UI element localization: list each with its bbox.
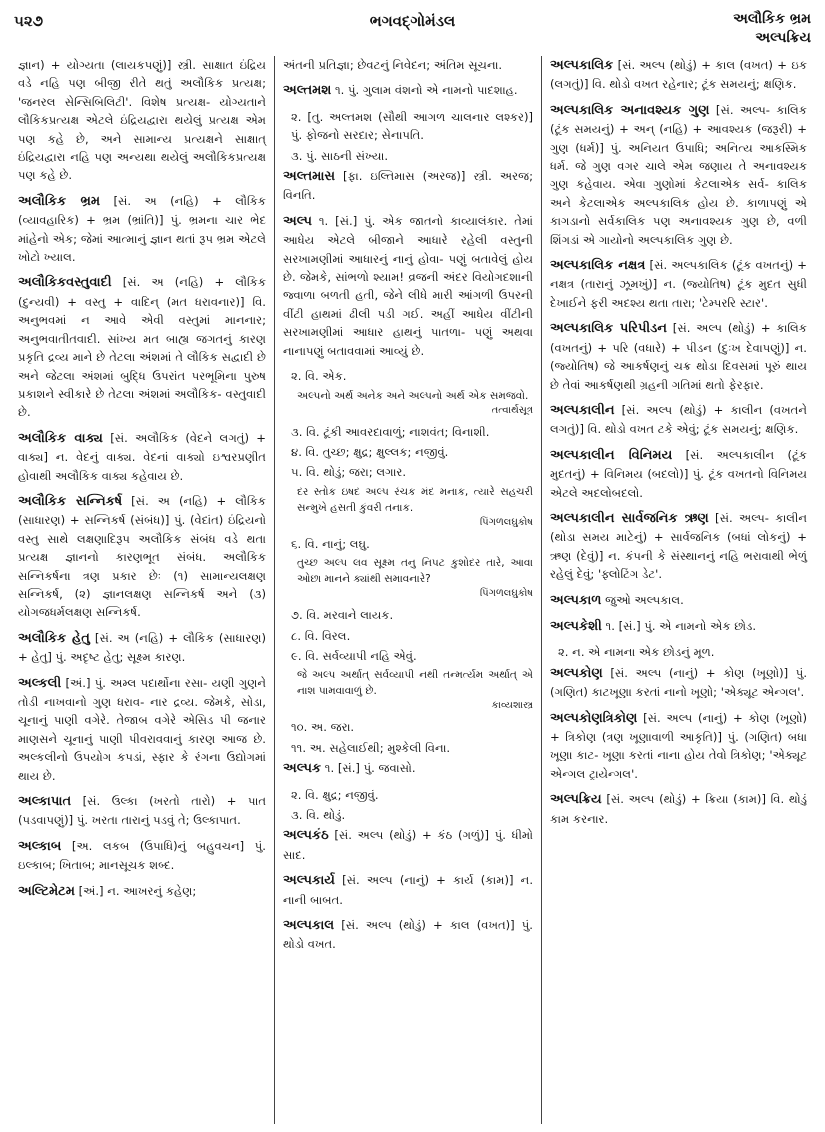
sense (283, 718, 533, 736)
definition: ૩. પું. સાઠની સંખ્યા. (291, 148, 389, 163)
columns (10, 56, 815, 1124)
headword: અલ્કાપાત (18, 794, 72, 810)
definition: [ફા. ઇલ્તિમાસ (અરજ)] સ્ત્રી. અરજ; વિનતિ. (283, 169, 534, 203)
column-3 (542, 56, 815, 1124)
definition: [સં. અલ્પકાલીન (ટૂંક મુદતનું) + વિનિમય (બદલો)] પું. ટૂંક વખતનો વિનિમય એટલે અદલોબદલો. (550, 447, 807, 500)
dictionary-entry (18, 674, 266, 785)
definition: ૮. વિ. વિરલ. (291, 628, 351, 643)
headword: અલૌકિક ભ્રમ (18, 193, 101, 209)
definition: ૧૦. અ. જરા. (291, 720, 355, 735)
headword: અલ્પકાલિક (550, 58, 614, 73)
citation-source: તત્વાર્થસૂત્ર (491, 404, 533, 416)
headword: અલ્પકાલીન વિનિમય (550, 447, 673, 463)
page-number: ૫૨૭ (14, 12, 44, 30)
dictionary-entry (283, 916, 533, 954)
definition: ૫. વિ. થોડું; જરા; લગાર. (291, 465, 407, 480)
sense (283, 423, 533, 441)
definition: [સં. અ (નહિ) + લૌકિક (દુન્યવી) + વસ્તુ + વાદિન્ (મત ધરાવનાર)] વિ. અનુભવમાં ન આવે એવી વસ્તુમાં માનનાર; અનુભવાતીતવાદી. સાંખ્ય મત બાહ્ય જગતનું કારણ પ્રકૃતિ દ્રવ્ય માને છે તેટલા અંશમાં તે લૌકિક સદ્વાદી છે અને જેટલા અંશમાં બુદ્ધિ ઉપરાંત પરભૂમિના પુરુષ પ્રકાશને સ્વીકારે છે તેટલા અંશમાં અલૌકિક- વસ્તુવાદી છે. (18, 275, 267, 420)
dictionary-entry (550, 509, 807, 584)
sense (283, 739, 533, 757)
definition: દર સ્તોક ઇષદ અલ્પ રંચક મંદ મનાક, ત્યારે સહચરી સન્મુખે હસતી કુંવરી તનાક. (297, 485, 533, 514)
citation (283, 667, 533, 713)
sense (283, 535, 533, 553)
sense (283, 647, 533, 665)
sense (283, 443, 533, 461)
definition: [સં. અલ્પ (થોડું) + કાલ (વખત) + ઇક (લગતું)] વિ. થોડો વખત રહેનાર; ટૂંક સમયનું; ક્ષણિક. (550, 58, 807, 92)
dictionary-entry (283, 212, 533, 360)
definition: ૨. વિ. ક્ષુદ્ર; નજીવું. (291, 787, 379, 802)
dictionary-entry (18, 882, 266, 901)
dictionary-entry (283, 167, 533, 205)
headword: અલ્પ (283, 213, 312, 229)
sense (283, 627, 533, 645)
definition: ૪. વિ. તુચ્છ; ક્ષુદ્ર; ક્ષુલ્લક; નજીવું. (291, 444, 449, 459)
definition: [સં. અ (નહિ) + લૌકિક (સાધારણ) + હેતુ] પું. અદૃષ્ટ હેતુ; સૂક્ષ્મ કારણ. (18, 630, 266, 665)
headword: અલ્પકાલ (283, 918, 335, 933)
dictionary-entry (550, 664, 807, 702)
guide-words (733, 10, 811, 48)
definition: ૭. વિ. મરવાને લાયક. (291, 608, 394, 623)
headword: અલૌકિકવસ્તુવાદી (18, 275, 112, 291)
headword: અલ્પકાર્ય (283, 873, 335, 889)
definition: [સં. અલ્પ (નાનું) + કાર્ય (કામ)] ન. નાની બાબત. (283, 873, 533, 907)
definition: [સં. અલ્પ- કાલીન (થોડા સમય માટેનું) + સાર્વજનિક (બધાં લોકનું) + ઋણ (દેવું)] ન. કંપની કે સંસ્થાનનું નહિ ભરાવાથી ભેળું રહેલું દેવું; 'ફ્લોટિંગ ડેટ'. (550, 510, 808, 582)
headword: અલ્પક્રિય (550, 792, 602, 808)
definition: [સં. ઉલ્કા (ખરતો તારો) + પાત (પડવાપણું)] પું. ખરતા તારાનું પડવું તે; ઉલ્કાપાત. (18, 794, 267, 828)
definition: [સં. અલ્પ (નાનું) + કોણ (ખૂણો)] પું. (ગણિત) કાટખૂણા કરતાં નાનો ખૂણો; 'એક્યૂટ એન્ગલ'. (550, 665, 807, 700)
headword: અલ્તમાસ (283, 169, 335, 185)
definition: [સં. અલ્પ (થોડું) + કાલીન (વખતને લગતું)] વિ. થોડો વખત ટકે એવું; ટૂંક સમયનું; ક્ષણિક. (550, 402, 807, 437)
definition: જે અલ્પ અર્થાત્ સર્વવ્યાપી નથી તન્મર્ત્યમ અર્થાત્ એ નાશ પામવાવાળું છે. (297, 669, 533, 698)
dictionary-entry (550, 446, 807, 502)
definition: [સં. અ (નહિ) + લૌકિક (વ્યાવહારિક) + ભ્રમ (ભ્રાંતિ)] પું. ભ્રમના ચાર ભેદ માંહેનો એક; જેમાં આત્માનું જ્ઞાન થતાં રૂપ ભ્રમ એટલે ખોટો ખ્યાલ. (18, 193, 266, 265)
definition: [અં.] ન. આખરનું કહેણ; (78, 883, 197, 898)
definition: [અં.] પું. અમ્લ પદાર્થોના રસા- યણી ગુણને તોડી નાખવાનો ગુણ ધરાવ- નાર દ્રવ્ય. જેમકે, સોડા, ચૂનાનું પાણી વગેરે. તેજાબ વગેરે એસિડ પી જનાર માણસને ચૂનાનું પાણી પીવરાવવાનું કારણ આજ છે. અલ્કલીનો ઉપયોગ કપડાં, સ્ફાર કે રંગના ઉદ્યોગમાં થાય છે. (18, 675, 267, 783)
headword: અલ્પકાલીન સાર્વજનિક ઋણ (550, 510, 709, 526)
dictionary-entry (550, 56, 807, 94)
sense (283, 606, 533, 624)
headword: અલૌકિક વાક્ય (18, 430, 103, 446)
sense (283, 147, 533, 165)
dictionary-entry (18, 273, 266, 421)
dictionary-entry (18, 629, 266, 667)
definition: અંતની પ્રતિજ્ઞા; છેવટનું નિવેદન; અંતિમ સૂચના. (283, 58, 503, 72)
page-header (10, 8, 815, 56)
dictionary-entry (18, 792, 266, 830)
dictionary-entry (550, 256, 807, 312)
dictionary-entry (550, 319, 807, 394)
definition: તુચ્છ અલ્પ લવ સૂક્ષ્મ તનુ નિપટ કુશોદર તારે, આવા ઓછા માનને ક્યાંથી સમાવનારે? (297, 557, 533, 586)
headword: અલ્પકોણ (550, 665, 603, 681)
definition: અલ્પનો અર્થ અનેક અને અલ્પનો અર્થ એક સમજવો. (297, 389, 529, 402)
dictionary-entry (18, 429, 266, 485)
headword: અલ્ટિમેટમ (18, 883, 75, 899)
dictionary-entry (18, 56, 266, 185)
citation (283, 388, 533, 418)
definition: ૧. [સં.] પું. જવાસો. (324, 761, 416, 776)
sense (550, 643, 807, 661)
definition: જ્ઞાન) + યોગ્યતા (લાયકપણું)] સ્ત્રી. સાક્ષાત ઇંદ્રિય વડે નહિ પણ બીજી રીતે થતું અલૌકિક પ્રત્યક્ષ; 'જનરલ સેન્સિબિલિટી'. વિશેષ પ્રત્યક્ષ- યોગ્યતાને લૌકિકપ્રત્યક્ષ એટલે ઇંદ્રિયદ્વારા થયેલું પ્રત્યક્ષ એમ પણ કહે છે, અને સામાન્ય પ્રત્યક્ષને સાક્ષાત્ ઇંદ્રિયદ્વારા નહિ પણ અન્યથા થયેલું અલૌકિકપ્રત્યક્ષ પણ કહે છે. (18, 58, 266, 183)
definition: ૧૧. અ. સહેલાઈથી; મુશ્કેલી વિના. (291, 740, 451, 755)
definition: [સં. અલ્પ (થોડું) + ક્રિયા (કામ)] વિ. થોડું કામ કરનાર. (550, 792, 807, 826)
dictionary-entry (283, 81, 533, 100)
headword: અલ્પકાલિક નક્ષત્ર (550, 258, 646, 274)
column-1 (10, 56, 274, 1124)
definition: ૧. [સં.] પું. એ નામનો એક છોડ. (605, 618, 757, 633)
headword: અલ્તમશ (283, 83, 332, 99)
definition: ૬. વિ. નાનું; લઘુ. (291, 536, 370, 551)
sense (283, 108, 533, 145)
dictionary-entry (283, 826, 533, 864)
column-2 (274, 56, 542, 1124)
page-title: ભગવદ્ગોમંડલ (369, 12, 456, 30)
headword: અલ્પકાલીન (550, 402, 615, 418)
dictionary-entry (18, 192, 266, 267)
definition: જુઓ અલ્પકાલ. (605, 592, 684, 607)
definition: ૧. [સં.] પું. એક જાતનો કાવ્યાલંકાર. તેમાં આધેય એટલે બીજાને આધારે રહેલી વસ્તુની સરખામણીમાં આધારનું નાનું હોવા- પણું બતાવેલું હોય છે. જેમકે, સાંભળો શ્યામ! વ્રજની અંદર વિયોગદશાની જ્વાળા બળતી હતી, જેને લીધે મારી આંગળી ઉપરની વીંટી હાથમાં ઢીલી પડી ગઈ. અહીં આધેય વીંટીની સરખામણીમાં આધાર હાથનું પાતળા- પણું અથવા નાનાપણું બતાવવામાં આવ્યું છે. (283, 213, 533, 358)
headword: અલ્પકેશી (550, 618, 602, 634)
definition: [સં. અલ્પ (નાનું) + કોણ (ખૂણો) + ત્રિકોણ (ત્રણ ખૂણાવાળી આકૃતિ)] પું. (ગણિત) બધા ખૂણા કાટ- ખૂણા કરતાં નાના હોય તેવો ત્રિકોણ; 'એક્યૂટ એન્ગલ ટ્રાયેન્ગલ'. (550, 710, 807, 781)
definition: ૨. વિ. એક. (291, 369, 347, 384)
dictionary-entry (18, 837, 266, 875)
headword: અલ્પકંઠ (283, 828, 329, 844)
dictionary-entry (550, 617, 807, 636)
definition: [સં. અ (નહિ) + લૌકિક (સાધારણ) + સન્નિકર્ષ (સંબંધ)] પું. (વેદાંત) ઇંદ્રિયનો વસ્તુ સાથે લક્ષણાદિરૂપ અલૌકિક સંબંધ વડે થતા પ્રત્યક્ષ જ્ઞાનનો કારણભૂત સંબંધ. અલૌકિક સન્નિકર્ષના ત્રણ પ્રકાર છેઃ (૧) સામાન્યલક્ષણ સન્નિકર્ષ, (૨) જ્ઞાનલક્ષણ સન્નિકર્ષ અને (૩) યોગજધર્મલક્ષણ સન્નિકર્ષ. (18, 493, 266, 620)
definition: [સં. અલ્પ (થોડું) + કાલિક (વખતનું) + પરિ (વધારે) + પીડન (દુઃખ દેવાપણું)] ન. (જ્યોતિષ) જે આકર્ષણનું ચક્ર થોડા દિવસમાં પૂરું થાય છે તેવાં આકર્ષણથી ગ્રહની ગતિમાં થતો ફેરફાર. (550, 321, 807, 392)
definition: ૯. વિ. સર્વવ્યાપી નહિ એવું. (291, 648, 417, 663)
headword: અલ્પક (283, 761, 322, 777)
guide-word-first: અલૌકિક ભ્રમ (733, 11, 811, 27)
definition: [સં. અલ્પ (થોડું) + કાલ (વખત)] પું. થોડો વખત. (283, 918, 533, 952)
dictionary-entry (550, 591, 807, 610)
definition: [સં. અલ્પ (થોડું) + કંઠ (ગળું)] પું. ધીમો સાદ. (283, 828, 533, 862)
definition: [સં. અલ્પ- કાલિક (ટૂંક સમયનું) + અન્ (નહિ) + આવશ્યક (જરૂરી) + ગુણ (ધર્મ)] પું. અનિયત ઉપાધિ; અનિત્ય આકસ્મિક ધર્મ. જે ગુણ વગર ચાલે એમ જણાય તે અનાવશ્યક ગુણ કહેવાય. એવા ગુણોમાં કેટલાએક સર્વ- કાલિક અને કેટલાએક અલ્પકાલિક હોય છે. કાળાપણું એ કાગડાનો સર્વકાલિક પણ અનાવશ્યક ગુણ છે, વળી શિંગડાં એ ગાયોનો અલ્પકાલિક ગુણ છે. (550, 102, 807, 247)
dictionary-entry (283, 56, 533, 74)
definition: [સં. અલ્પકાલિક (ટૂંક વખતનું) + નક્ષત્ર (તારાનું ઝૂમખું)] ન. (જ્યોતિષ) ટૂંક મુદત સુધી દેખાઈને ફરી અદશ્ય થતા તારા; 'ટેમ્પરરિ સ્ટાર'. (550, 258, 807, 310)
dictionary-entry (550, 401, 807, 439)
dictionary-entry (283, 871, 533, 909)
sense (283, 463, 533, 481)
dictionary-entry (550, 709, 807, 784)
citation-source: કાવ્યશાસ્ત્ર (491, 700, 533, 712)
definition: ૩. વિ. થોડું. (291, 807, 346, 822)
headword: અલ્કાબ (18, 838, 62, 854)
definition: ૧. પું. ગુલામ વંશનો એ નામનો પાદશાહ. (334, 83, 518, 98)
headword: અલૌકિક હેતુ (18, 630, 90, 646)
dictionary-entry (283, 759, 533, 778)
headword: અલ્પકાલિક પરિપીડન (550, 321, 667, 337)
definition: [સં. અલૌકિક (વેદને લગતું) + વાક્ય] ન. વેદનું વાક્ય. વેદનાં વાક્યો ઇશ્વરપ્રણીત હોવાથી અલૌકિક વાક્ય કહેવાય છે. (18, 430, 267, 483)
definition: ૨. [તુ. અલ્તમશ (સૌથી આગળ ચાલનાર લશ્કર)] પું. ફોજનો સરદાર; સેનાપતિ. (291, 109, 533, 143)
dictionary-entry (550, 790, 807, 828)
definition: [અ. લકબ (ઉપાધિ)નું બહુવચન] પું. ઇલ્કાબ; ખિતાબ; માનસૂચક શબ્દ. (18, 838, 266, 873)
definition: ૨. ન. એ નામના એક છોડનું મૂળ. (558, 645, 715, 660)
headword: અલ્કલી (18, 675, 62, 691)
dictionary-entry (550, 101, 807, 249)
citation (283, 555, 533, 601)
dictionary-entry (18, 492, 266, 622)
sense (283, 367, 533, 385)
sense (283, 786, 533, 804)
sense (283, 806, 533, 824)
headword: અલ્પકાલિક અનાવશ્યક ગુણ (550, 102, 710, 118)
definition: ૩. વિ. ટૂંકી આવરદાવાળું; નાશવંત; વિનાશી. (291, 424, 490, 439)
citation-source: પિંગળલઘુકોષ (479, 516, 533, 528)
citation (283, 484, 533, 530)
headword: અલૌકિક સન્નિકર્ષ (18, 493, 123, 509)
headword: અલ્પકોણત્રિકોણ (550, 710, 638, 726)
guide-word-last: અલ્પક્રિય (755, 30, 811, 46)
headword: અલ્પકાળ (550, 592, 602, 608)
citation-source: પિંગળલઘુકોષ (479, 588, 533, 600)
